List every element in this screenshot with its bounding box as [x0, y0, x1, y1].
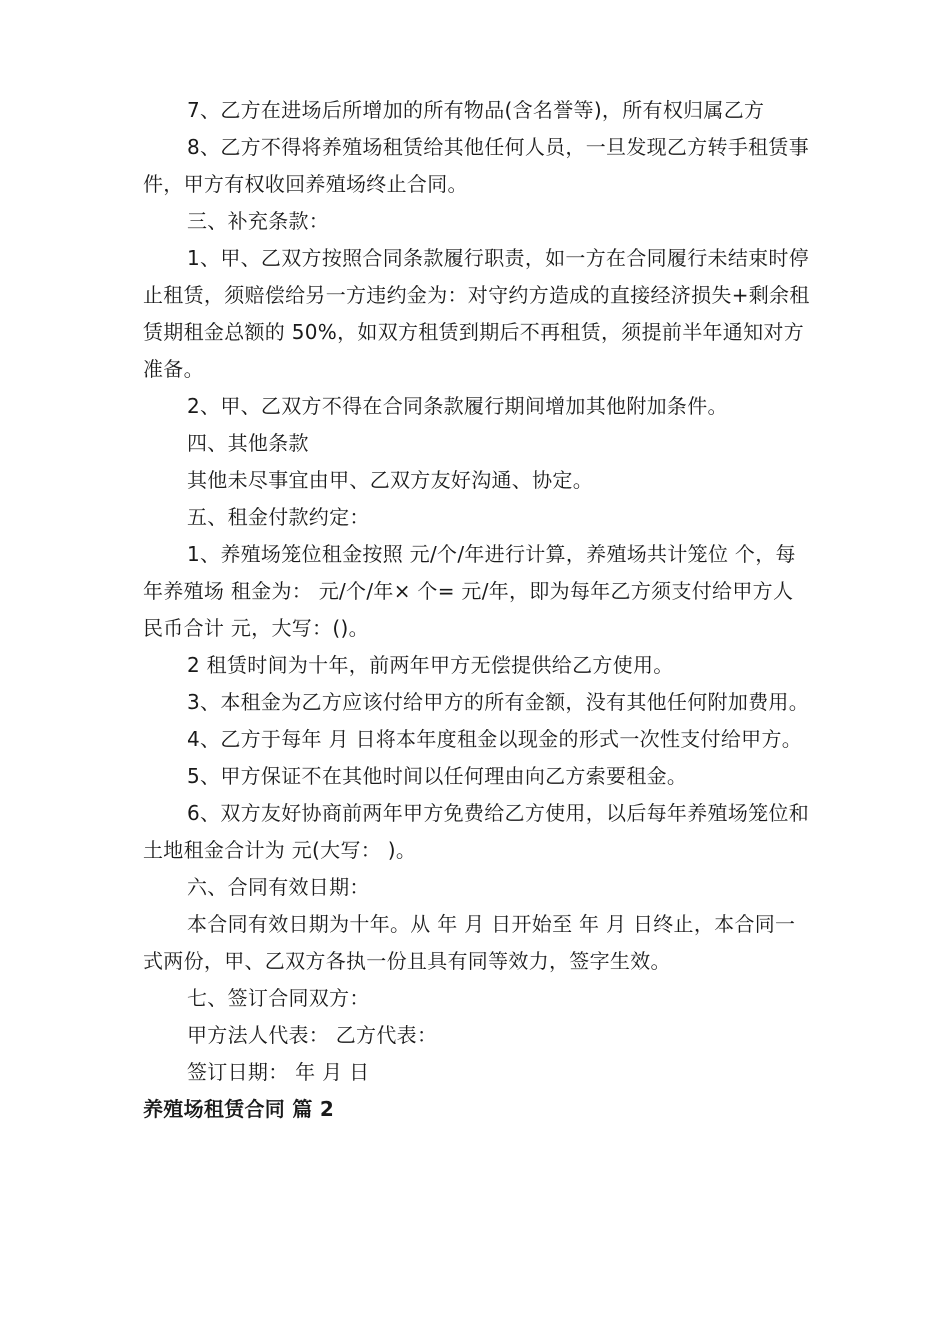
signing-date-line: 签订日期： 年 月 日	[187, 1060, 370, 1084]
document-body	[143, 92, 811, 1128]
other-terms-text: 其他未尽事宜由甲、乙双方友好沟通、协定。	[187, 468, 593, 492]
supplementary-clause-1: 1、甲、乙双方按照合同条款履行职责，如一方在合同履行未结束时停止租赁，须赔偿给另一方违约金为：对守约方造成的直接经济损失+剩余租赁期租金总额的 50%，如双方租赁到期后不再租赁，须提前半年通知对方准备。	[143, 246, 810, 381]
heading-other-terms: 四、其他条款	[187, 431, 309, 455]
section-title: 养殖场租赁合同 篇 2	[143, 1097, 335, 1121]
heading-validity-period: 六、合同有效日期：	[187, 875, 370, 899]
clause-8: 8、乙方不得将养殖场租赁给其他任何人员，一旦发现乙方转手租赁事件，甲方有权收回养殖场终止合同。	[143, 135, 810, 196]
payment-clause-3: 3、本租金为乙方应该付给甲方的所有金额，没有其他任何附加费用。	[187, 690, 810, 714]
signatories-line: 甲方法人代表： 乙方代表：	[187, 1023, 438, 1047]
payment-clause-6: 6、双方友好协商前两年甲方免费给乙方使用，以后每年养殖场笼位和土地租金合计为 元(大写： )。	[143, 801, 810, 862]
validity-text: 本合同有效日期为十年。从 年 月 日开始至 年 月 日终止，本合同一式两份，甲、乙双方各执一份且具有同等效力，签字生效。	[143, 912, 796, 973]
supplementary-clause-2: 2、甲、乙双方不得在合同条款履行期间增加其他附加条件。	[187, 394, 728, 418]
heading-signing-parties: 七、签订合同双方：	[187, 986, 370, 1010]
payment-clause-1: 1、养殖场笼位租金按照 元/个/年进行计算，养殖场共计笼位 个，每年养殖场 租金为： 元/个/年× 个= 元/年，即为每年乙方须支付给甲方人民币合计 元，大写：()。	[143, 542, 796, 640]
payment-clause-2: 2 租赁时间为十年，前两年甲方无偿提供给乙方使用。	[187, 653, 674, 677]
heading-payment-terms: 五、租金付款约定：	[187, 505, 370, 529]
payment-clause-4: 4、乙方于每年 月 日将本年度租金以现金的形式一次性支付给甲方。	[187, 727, 803, 751]
payment-clause-5: 5、甲方保证不在其他时间以任何理由向乙方索要租金。	[187, 764, 688, 788]
clause-7: 7、乙方在进场后所增加的所有物品(含名誉等)，所有权归属乙方	[187, 98, 765, 122]
heading-supplementary-terms: 三、补充条款：	[187, 209, 330, 233]
